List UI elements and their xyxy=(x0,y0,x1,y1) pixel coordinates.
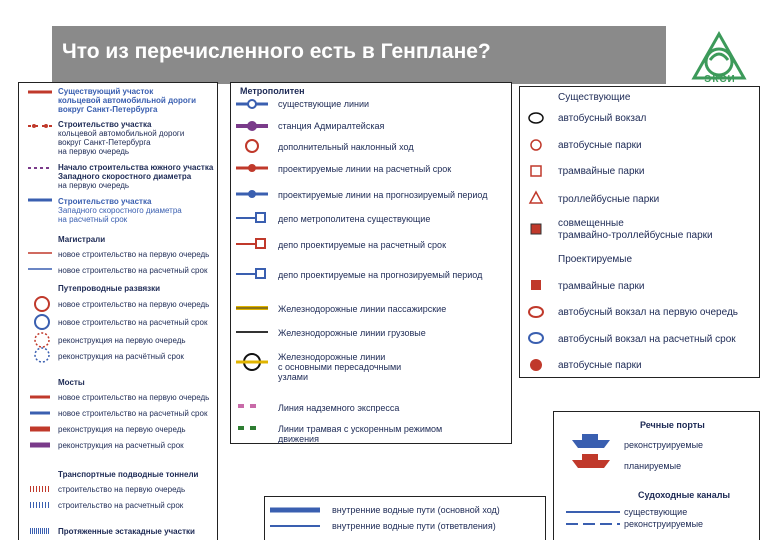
waterway-symbols xyxy=(270,506,322,528)
waterway-item: внутренние водные пути (основной ход) xyxy=(332,505,500,515)
bus-station-existing-icon xyxy=(529,113,543,123)
page-title: Что из перечисленного есть в Генплане? xyxy=(62,40,491,63)
metro-item: депо метрополитена существующие xyxy=(278,214,431,224)
bus-legend-symbols xyxy=(526,110,546,375)
razvyazka-item: новое строительство на первую очередь xyxy=(58,300,210,309)
estakady-item: Протяженные эстакадные участки xyxy=(58,527,195,536)
bus-item: трамвайные парки xyxy=(558,166,645,177)
metro-item: Железнодорожные линии грузовые xyxy=(278,328,426,338)
left-item: Строительство участка xyxy=(58,197,152,206)
left-item: на первую очередь xyxy=(58,181,130,190)
metro-item: Линии трамвая с ускоренным режимом xyxy=(278,424,443,434)
canal-item: реконструируемые xyxy=(624,519,704,529)
mosty-heading: Мосты xyxy=(58,378,85,387)
bus-item: трамвайно-троллейбусные парки xyxy=(558,230,713,241)
bus-item: автобусный вокзал на расчетный срок xyxy=(558,334,736,345)
tonnel-item: строительство на первую очередь xyxy=(58,485,186,494)
port-item: реконструируемые xyxy=(624,440,704,450)
metro-item: существующие линии xyxy=(278,99,370,109)
most-item: новое строительство на первую очередь xyxy=(58,393,210,402)
metro-item: Железнодорожные линии xyxy=(278,352,386,362)
ports-symbols xyxy=(570,432,614,472)
bus-item: автобусные парки xyxy=(558,140,642,151)
bus-item: совмещенные xyxy=(558,218,624,229)
bus-station-calc-icon xyxy=(529,333,543,343)
metro-item: проектируемые линии на расчетный срок xyxy=(278,164,452,174)
tonnel-item: строительство на расчетный срок xyxy=(58,501,184,510)
metro-heading: Метрополитен xyxy=(240,86,305,96)
bus-item: автобусные парки xyxy=(558,360,642,371)
razvyazki-heading: Путепроводные развязки xyxy=(58,284,161,293)
canals-heading: Судоходные каналы xyxy=(638,490,731,500)
road-legend-symbols xyxy=(28,88,54,348)
bus-item: автобусный вокзал xyxy=(558,113,647,124)
left-item: Существующий участок xyxy=(58,87,154,96)
canals-symbols xyxy=(566,508,622,528)
port-planned-icon xyxy=(572,460,610,468)
tram-park-projected-icon xyxy=(531,280,541,290)
metro-item: Железнодорожные линии пассажирские xyxy=(278,304,447,314)
magistral-item: новое строительство на первую очередь xyxy=(58,250,210,259)
left-item: кольцевой автомобильной дороги xyxy=(58,129,185,138)
waterway-item: внутренние водные пути (ответвления) xyxy=(332,521,496,531)
magistral-item: новое строительство на расчетный срок xyxy=(58,266,208,275)
razvyazka-item: новое строительство на расчетный срок xyxy=(58,318,208,327)
left-item: на расчетный срок xyxy=(58,215,128,224)
metro-legend-symbols xyxy=(236,96,270,436)
left-item: вокруг Санкт-Петербурга xyxy=(58,138,151,147)
bus-station-first-icon xyxy=(529,307,543,317)
metro-item: депо проектируемые на прогнозируемый период xyxy=(278,270,483,280)
razvyazka-item: реконструкция на первую очередь xyxy=(58,336,186,345)
metro-item: с основными пересадочными xyxy=(278,362,402,372)
left-item: Строительство участка xyxy=(58,120,152,129)
magistrali-heading: Магистрали xyxy=(58,235,106,244)
most-item: новое строительство на расчетный срок xyxy=(58,409,208,418)
bus-park-projected-icon xyxy=(530,359,542,371)
tram-park-existing-icon xyxy=(531,166,541,176)
metro-item: движения xyxy=(278,434,319,444)
bus-item: автобусный вокзал на первую очередь xyxy=(558,307,738,318)
left-item: Западного скоростного диаметра xyxy=(58,172,192,181)
left-item: Западного скоростного диаметра xyxy=(58,206,182,215)
bus-item: троллейбусные парки xyxy=(558,194,660,205)
tram-express-icon xyxy=(238,426,244,430)
metro-item: Линия надземного экспресса xyxy=(278,403,400,413)
bus-item: трамвайные парки xyxy=(558,281,645,292)
road-legend-symbols-2 xyxy=(28,345,54,540)
incline-icon xyxy=(246,140,258,152)
metro-item: проектируемые линии на прогнозируемый период xyxy=(278,190,488,200)
ports-heading: Речные порты xyxy=(640,420,705,430)
projected-heading: Проектируемые xyxy=(558,254,633,265)
razvyazka-item: реконструкция на расчётный срок xyxy=(58,352,184,361)
most-item: реконструкция на первую очередь xyxy=(58,425,186,434)
metro-item: депо проектируемые на расчетный срок xyxy=(278,240,447,250)
tonneli-heading: Транспортные подводные тоннели xyxy=(58,470,199,479)
port-reconstructed-icon xyxy=(572,440,610,448)
left-item: кольцевой автомобильной дороги xyxy=(58,96,197,105)
logo-text: ЭКСИ xyxy=(704,74,736,85)
left-item: вокруг Санкт-Петербурга xyxy=(58,105,158,114)
junction-new-calc-icon xyxy=(35,315,49,329)
bus-park-existing-icon xyxy=(531,140,541,150)
junction-new-first-icon xyxy=(35,297,49,311)
combined-park-icon xyxy=(531,224,541,234)
junction-recon-calc-icon xyxy=(35,348,49,362)
metro-item: станция Адмиралтейская xyxy=(278,121,385,131)
trolley-park-existing-icon xyxy=(530,192,542,203)
express-icon xyxy=(238,404,244,408)
port-item: планируемые xyxy=(624,461,682,471)
left-item: Начало строительства южного участка xyxy=(58,163,214,172)
metro-item: дополнительный наклонный ход xyxy=(278,142,414,152)
canal-item: существующие xyxy=(624,507,688,517)
metro-legend-panel xyxy=(230,82,512,444)
left-item: на первую очередь xyxy=(58,147,130,156)
most-item: реконструкция на расчетный срок xyxy=(58,441,184,450)
existing-heading: Существующие xyxy=(558,92,631,103)
metro-item: узлами xyxy=(278,372,308,382)
